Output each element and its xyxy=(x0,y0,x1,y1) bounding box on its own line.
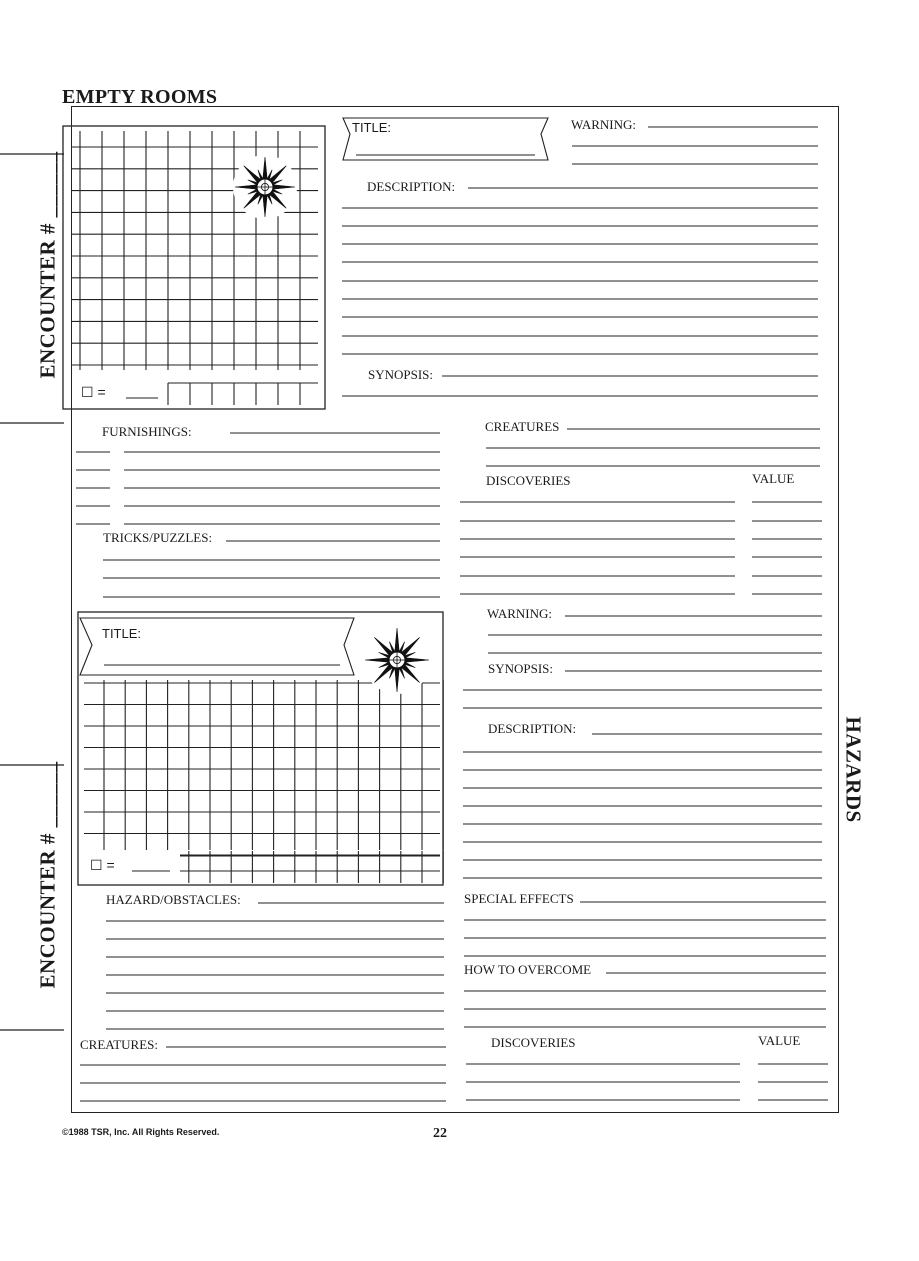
room2-value-label: VALUE xyxy=(758,1033,801,1048)
room2-hazard-label: HAZARD/OBSTACLES: xyxy=(106,892,241,907)
encounter-label-bottom: ENCOUNTER # ______ xyxy=(35,761,60,989)
room2-discoveries-label: DISCOVERIES xyxy=(491,1035,576,1050)
hazards-label: HAZARDS xyxy=(841,716,866,823)
room1-value-label: VALUE xyxy=(752,471,795,486)
copyright-notice: ©1988 TSR, Inc. All Rights Reserved. xyxy=(62,1127,220,1137)
room1-synopsis-label: SYNOPSIS: xyxy=(368,367,434,382)
room2-creatures-label: CREATURES: xyxy=(80,1037,159,1052)
room1-tricks-label: TRICKS/PUZZLES: xyxy=(103,530,213,545)
room1-discoveries-label: DISCOVERIES xyxy=(486,473,571,488)
room2-overcome-label: HOW TO OVERCOME xyxy=(464,962,592,977)
room1-creatures-label: CREATURES xyxy=(485,419,560,434)
page-number: 22 xyxy=(433,1126,447,1141)
page-title: EMPTY ROOMS xyxy=(62,86,218,108)
encounter-label-top: ENCOUNTER # ______ xyxy=(35,151,60,379)
room1-description-label: DESCRIPTION: xyxy=(367,179,456,194)
room1-scale-symbol: ☐ = xyxy=(81,384,106,400)
room2-description-label: DESCRIPTION: xyxy=(488,721,577,736)
room2-warning-label: WARNING: xyxy=(487,606,552,621)
room2-synopsis-label: SYNOPSIS: xyxy=(488,661,554,676)
room2-title-label: TITLE: xyxy=(102,626,142,641)
room1-title-label: TITLE: xyxy=(352,120,392,135)
room2-scale-symbol: ☐ = xyxy=(90,857,115,873)
room2-special-effects-label: SPECIAL EFFECTS xyxy=(464,891,574,906)
room1-warning-label: WARNING: xyxy=(571,117,636,132)
room1-furnishings-label: FURNISHINGS: xyxy=(102,424,192,439)
